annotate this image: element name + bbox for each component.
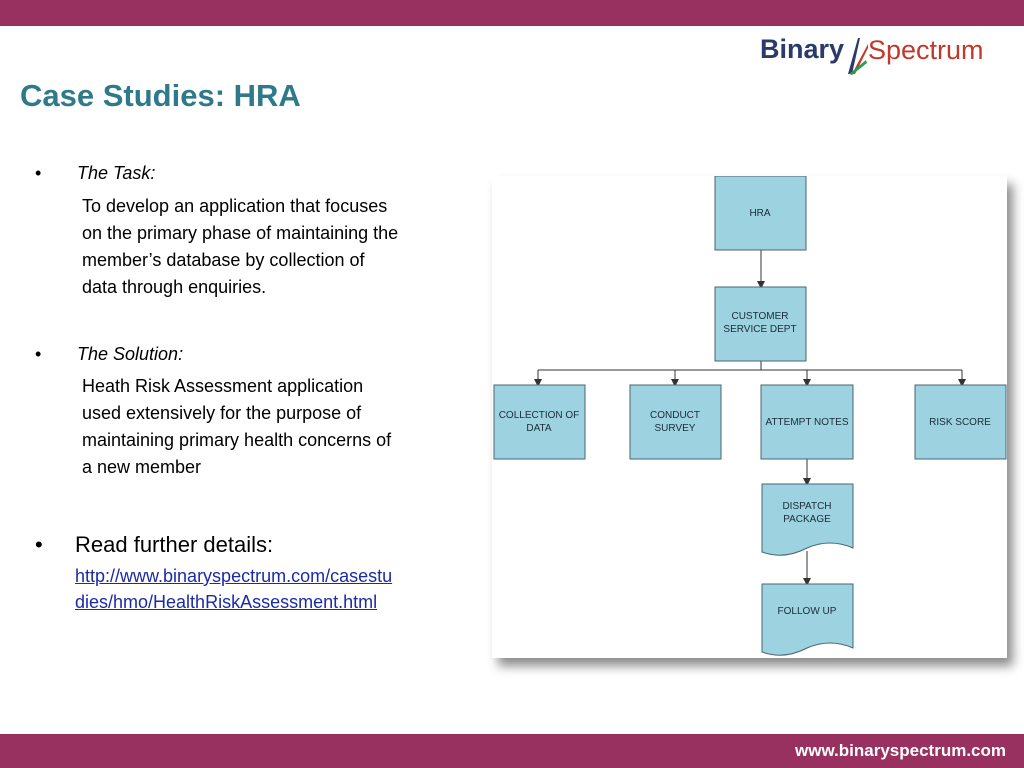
node-dispatch-package: [762, 484, 853, 555]
node-conduct-survey: [630, 385, 721, 459]
svg-text:PACKAGE: [783, 514, 831, 525]
node-customer-service: [715, 287, 806, 361]
svg-text:ATTEMPT NOTES: [766, 417, 849, 428]
solution-label: The Solution:: [77, 344, 184, 364]
node-attempt-notes: [761, 385, 853, 459]
node-collection-line1: COLLECTION OF: [498, 410, 580, 421]
node-risk-score: [915, 385, 1006, 459]
logo-binary-text: Binary: [760, 34, 845, 64]
solution-description: [82, 373, 391, 481]
flowchart-svg: [492, 176, 1007, 658]
node-risk-score-label: RISK SCORE: [929, 417, 991, 428]
logo-mark-icon: [846, 34, 870, 78]
solution-line: a new member: [82, 457, 202, 477]
svg-text:CUSTOMER: [731, 311, 788, 322]
case-study-link-line2[interactable]: dies/hmo/HealthRiskAssessment.html: [75, 592, 378, 612]
footer-url[interactable]: www.binaryspectrum.com: [795, 741, 1006, 760]
node-conduct-survey-line1: CONDUCT: [650, 410, 700, 421]
svg-text:RISK SCORE: [929, 417, 991, 428]
case-study-link-line1[interactable]: http://www.binaryspectrum.com/casestu: [75, 566, 393, 586]
bullet-task: •: [35, 163, 42, 183]
node-conduct-survey-line2: SURVEY: [654, 423, 696, 434]
bullet-solution: •: [35, 344, 42, 364]
node-attempt-notes-label: ATTEMPT NOTES: [765, 417, 849, 428]
node-dispatch-line1: DISPATCH: [782, 501, 832, 512]
task-line: To develop an application that focuses: [82, 196, 388, 216]
node-hra: [715, 176, 806, 250]
task-description: [82, 193, 398, 301]
solution-line: maintaining primary health concerns of: [82, 430, 392, 450]
task-label: The Task:: [77, 163, 156, 183]
case-study-link[interactable]: [75, 563, 495, 615]
page-title: Case Studies: HRA: [20, 78, 301, 113]
svg-text:COLLECTION OF: [499, 410, 580, 421]
svg-text:SURVEY: [655, 423, 696, 434]
node-customer-service-line2: SERVICE DEPT: [723, 324, 797, 335]
node-collection-of-data: [494, 385, 585, 459]
svg-text:FOLLOW UP: [778, 606, 837, 617]
node-customer-service-line1: CUSTOMER: [731, 311, 789, 322]
svg-text:CONDUCT: [650, 410, 700, 421]
task-line: member’s database by collection of: [82, 250, 365, 270]
svg-text:DATA: [526, 423, 552, 434]
node-follow-up: [762, 584, 853, 655]
task-line: on the primary phase of maintaining the: [82, 223, 399, 243]
bullet-read-more: •: [35, 532, 43, 557]
read-more-label: Read further details:: [75, 532, 274, 557]
footer-bar: [0, 734, 1024, 768]
logo-spectrum-text: Spectrum: [868, 35, 984, 65]
solution-line: Heath Risk Assessment application: [82, 376, 364, 396]
solution-line: used extensively for the purpose of: [82, 403, 362, 423]
node-dispatch-line2: PACKAGE: [783, 514, 831, 525]
binary-spectrum-logo: [760, 34, 1000, 78]
node-collection-line2: DATA: [526, 423, 552, 434]
top-bar: [0, 0, 1024, 26]
node-follow-up-label: FOLLOW UP: [777, 606, 837, 617]
task-line: data through enquiries.: [82, 277, 267, 297]
hra-flowchart: [492, 176, 1007, 658]
svg-text:HRA: [749, 208, 770, 219]
node-hra-label: HRA: [749, 208, 771, 219]
svg-text:DISPATCH: [782, 501, 831, 512]
svg-text:SERVICE DEPT: [723, 324, 796, 335]
